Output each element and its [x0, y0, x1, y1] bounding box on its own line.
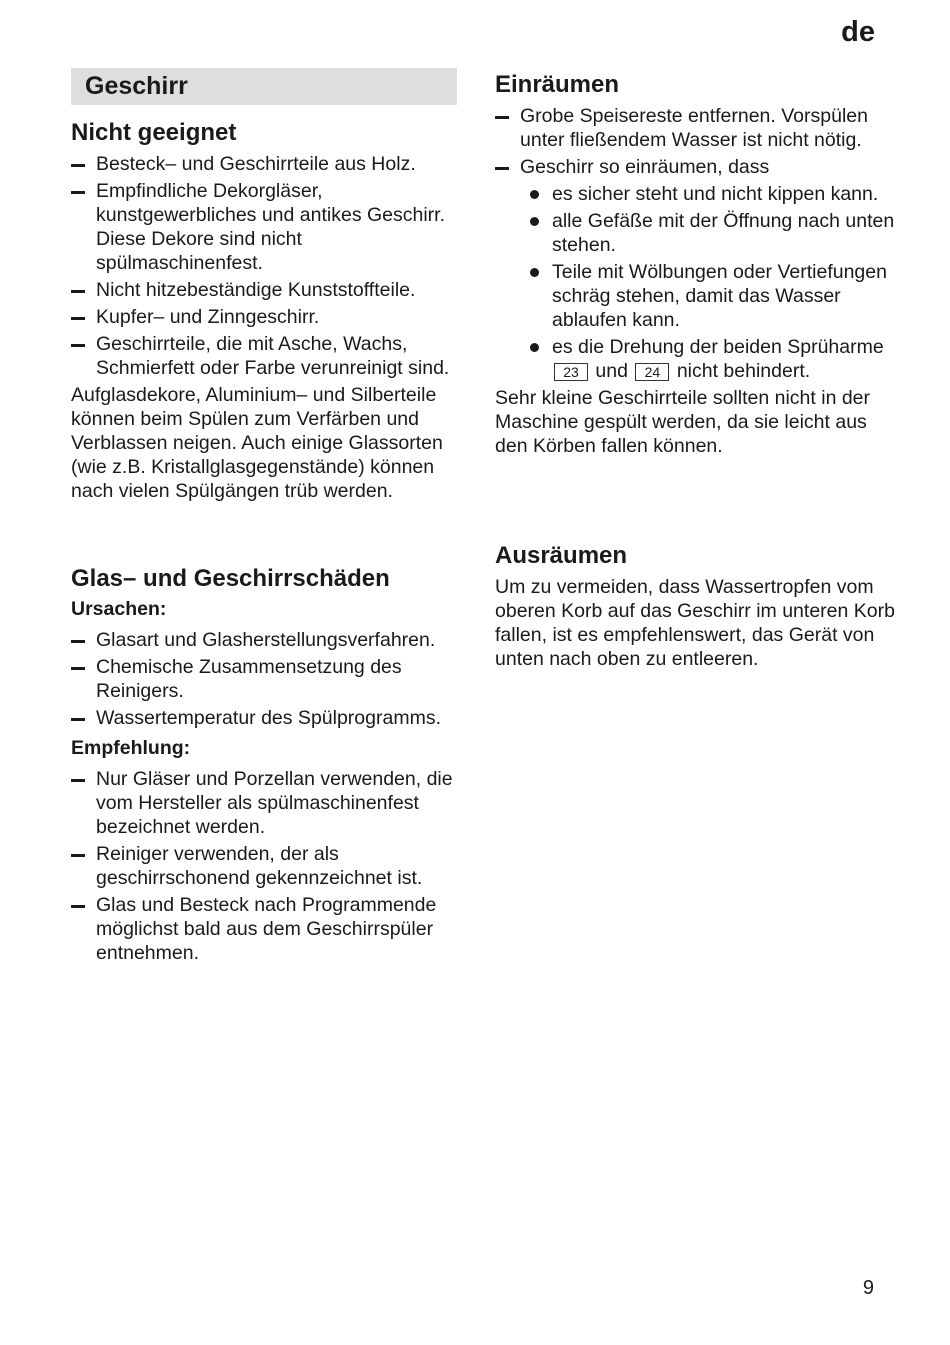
schaeden-section	[71, 564, 461, 968]
list-item: Besteck– und Geschirrteile aus Holz.	[71, 152, 461, 176]
bullet-item: alle Gefäße mit der Öffnung nach unten stehen.	[527, 209, 895, 257]
section-banner: Geschirr	[71, 68, 457, 105]
list-item: Glasart und Glasherstellungsverfahren.	[71, 628, 461, 652]
einraeumen-section	[495, 70, 895, 458]
list-item: Geschirrteile, die mit Asche, Wachs, Schmierfett oder Farbe verunreinigt sind.	[71, 332, 461, 380]
list-item: Kupfer– und Zinngeschirr.	[71, 305, 461, 329]
empfehlung-label: Empfehlung:	[71, 737, 191, 759]
list-item: Wassertemperatur des Spülprogramms.	[71, 706, 461, 730]
ursachen-label: Ursachen:	[71, 598, 167, 620]
nicht-geeignet-heading: Nicht geeignet	[71, 119, 237, 146]
list-item: Empfindliche Dekorgläser, kunstgewerbliches und antikes Geschirr. Diese Dekore sind nicht spülmaschinenfest.	[71, 179, 461, 275]
empfehlung-list	[71, 767, 461, 965]
bullet-item: Teile mit Wölbungen oder Vertiefungen schräg stehen, damit das Wasser ablaufen kann.	[527, 260, 895, 332]
language-tag: de	[841, 16, 875, 48]
bullet-item	[527, 335, 895, 383]
list-item: Glas und Besteck nach Programmende möglichst bald aus dem Geschirrspüler entnehmen.	[71, 893, 461, 965]
nicht-geeignet-section	[71, 118, 461, 503]
einraeumen-bullets	[527, 182, 895, 383]
list-item: Nicht hitzebeständige Kunststoffteile.	[71, 278, 461, 302]
nicht-geeignet-paragraph: Aufglasdekore, Aluminium– und Silberteile können beim Spülen zum Verfärben und Verblassen neigen. Auch einige Glassorten (wie z.B. Kristallglasgegenstände) können nach vielen Spülgängen trüb werden.	[71, 384, 443, 502]
page-number: 9	[862, 1277, 874, 1299]
ausraeumen-heading: Ausräumen	[495, 542, 628, 569]
einraeumen-heading: Einräumen	[495, 71, 620, 98]
list-item: Reiniger verwenden, der als geschirrschonend gekennzeichnet ist.	[71, 842, 461, 890]
schaeden-heading: Glas– und Geschirrschäden	[71, 565, 390, 592]
list-item: Grobe Speisereste entfernen. Vorspülen unter fließendem Wasser ist nicht nötig.	[495, 104, 895, 152]
nicht-geeignet-list	[71, 152, 461, 380]
list-item: Geschirr so einräumen, dass	[495, 155, 895, 179]
bullet-text: nicht behindert.	[676, 360, 811, 382]
ref-box-spray-arm-lower: 24	[635, 363, 669, 381]
bullet-text: und	[595, 360, 628, 382]
list-item: Chemische Zusammensetzung des Reinigers.	[71, 655, 461, 703]
ausraeumen-section	[495, 541, 895, 671]
einraeumen-paragraph: Sehr kleine Geschirrteile sollten nicht in der Maschine gespült werden, da sie leicht aus den Körben fallen können.	[495, 387, 871, 457]
ausraeumen-paragraph: Um zu vermeiden, dass Wassertropfen vom oberen Korb auf das Geschirr im unteren Korb fallen, ist es empfehlenswert, das Gerät von unten nach oben zu entleeren.	[495, 576, 895, 670]
einraeumen-list	[495, 104, 895, 179]
ursachen-list	[71, 628, 461, 730]
ref-box-spray-arm-upper: 23	[554, 363, 588, 381]
bullet-item: es sicher steht und nicht kippen kann.	[527, 182, 895, 206]
list-item: Nur Gläser und Porzellan verwenden, die vom Hersteller als spülmaschinenfest bezeichnet werden.	[71, 767, 461, 839]
bullet-text: es die Drehung der beiden Sprüharme	[552, 336, 884, 358]
